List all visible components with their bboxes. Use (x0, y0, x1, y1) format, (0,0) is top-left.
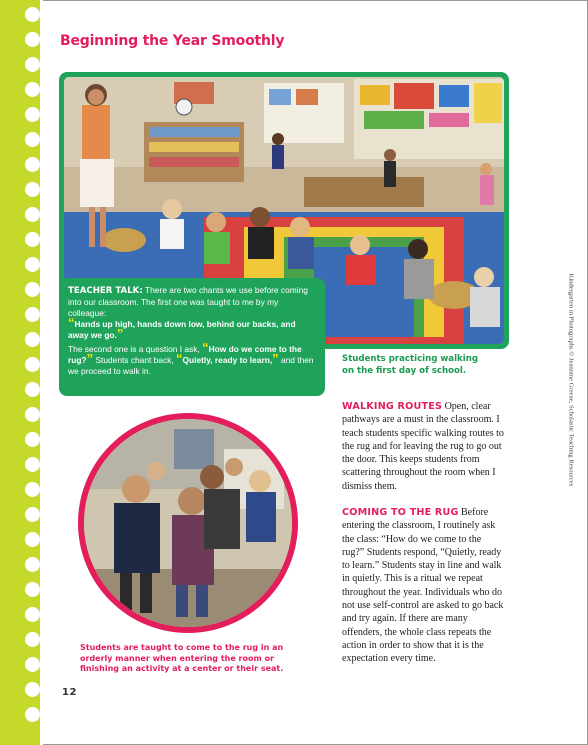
binder-hole (25, 657, 40, 672)
binder-hole (25, 432, 40, 447)
chant-two-response-intro: Students chant back, (95, 355, 174, 365)
binder-hole (25, 282, 40, 297)
chant-one (68, 315, 316, 341)
close-quote-icon: ” (272, 351, 279, 366)
binder-hole (25, 207, 40, 222)
chant-one-text: Hands up high, hands down low, behind our backs, and away we go. (68, 319, 296, 340)
binder-hole (25, 482, 40, 497)
photo-credit: Kindergarten in Photographs © Jeannine Greene, Scholastic Teaching Resources (567, 273, 575, 487)
binder-hole (25, 382, 40, 397)
binder-hole (25, 332, 40, 347)
binder-hole (25, 532, 40, 547)
circle-photo (78, 413, 298, 633)
binder-hole (25, 457, 40, 472)
photo-caption-rug: Students are taught to come to the rug in an orderly manner when entering the room or finishing an activity at a center or their seat. (80, 643, 284, 673)
binder-hole (25, 507, 40, 522)
open-quote-icon: “ (68, 315, 75, 330)
chant-two (68, 340, 316, 377)
walking-routes-heading: WALKING ROUTES (342, 401, 443, 412)
binder-hole (25, 132, 40, 147)
open-quote-icon: “ (175, 351, 183, 366)
spine-scallop-edge (40, 0, 43, 745)
photo-caption-walking: Students practicing walking on the first day of school. (342, 354, 478, 376)
binder-hole (25, 557, 40, 572)
close-quote-icon: ” (116, 326, 124, 341)
binder-hole (25, 82, 40, 97)
binder-hole (25, 182, 40, 197)
coming-to-rug-section (342, 506, 504, 666)
page-title: Beginning the Year Smoothly (60, 33, 285, 49)
chant-two-intro: The second one is a question I ask, (68, 344, 200, 354)
coming-to-rug-heading: COMING TO THE RUG (342, 507, 459, 518)
binder-hole (25, 357, 40, 372)
binder-hole (25, 107, 40, 122)
open-quote-icon: “ (202, 340, 209, 355)
chant-two-answer: Quietly, ready to learn, (182, 355, 273, 365)
page-number: 12 (62, 687, 77, 698)
students-line-scene (84, 419, 292, 627)
teacher-talk-box (59, 278, 325, 396)
binder-hole (25, 32, 40, 47)
teacher-talk-intro-text: There are two chants we use before coming into our classroom. The first one was taught to me by my colleague: (68, 285, 308, 318)
binder-hole (25, 407, 40, 422)
binder-hole (25, 307, 40, 322)
chant-two-closing: and then we proceed to walk in. (68, 355, 314, 376)
coming-to-rug-body: Before entering the classroom, I routinely ask the class: “How do we come to the rug?” Students respond, “Quietly, ready to learn.” Students stay in line and walk in quietly. This is a ritual we repeat throughout the year. Individuals who do not use self-control are asked to go back and try again. If there are many offenders, the whole class repeats the action in order to show that it is the expectation every time. (342, 507, 504, 665)
binder-hole (25, 707, 40, 722)
walking-routes-section (342, 400, 504, 493)
chant-two-question: How do we come to the rug? (68, 344, 302, 365)
teacher-talk-intro (68, 285, 316, 319)
binder-hole (25, 232, 40, 247)
binder-hole (25, 607, 40, 622)
teacher-talk-label: TEACHER TALK: (68, 286, 143, 296)
binder-hole (25, 157, 40, 172)
binder-hole (25, 582, 40, 597)
walking-routes-body: Open, clear pathways are a must in the classroom. I teach students specific walking routes to the rug and for leaving the rug to go out the door. This keeps students from scattering throughout the room when I dismiss them. (342, 401, 504, 492)
binder-hole (25, 257, 40, 272)
binder-hole (25, 682, 40, 697)
binder-hole (25, 57, 40, 72)
close-quote-icon: ” (86, 351, 94, 366)
binder-hole (25, 632, 40, 647)
binder-hole (25, 7, 40, 22)
